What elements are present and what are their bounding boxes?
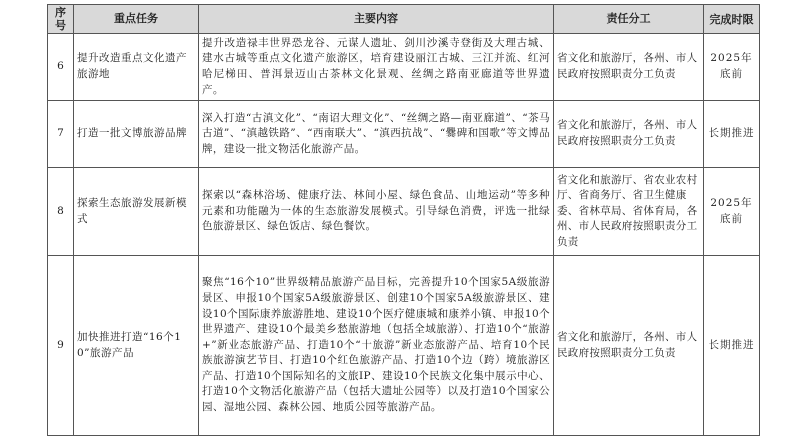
row-task: 探索生态旅游发展新模式 [74, 168, 199, 256]
table-header-row [48, 5, 760, 34]
row-no: 7 [48, 101, 74, 168]
row-no: 6 [48, 34, 74, 101]
row-responsibility: 省文化和旅游厅、省农业农村厅、省商务厅、省卫生健康委、省林草局、省体育局，各州、市人民政府按照职责分工负责 [554, 168, 704, 256]
header-no: 序号 [48, 5, 74, 34]
task-table [47, 4, 760, 436]
header-content: 主要内容 [199, 5, 554, 34]
row-deadline: 长期推进 [704, 101, 760, 168]
row-no: 9 [48, 256, 74, 436]
row-responsibility: 省文化和旅游厅，各州、市人民政府按照职责分工负责 [554, 34, 704, 101]
row-task: 提升改造重点文化遗产旅游地 [74, 34, 199, 101]
row-deadline: 2025年底前 [704, 168, 760, 256]
table-row [48, 34, 760, 101]
row-no: 8 [48, 168, 74, 256]
row-content: 聚焦“16个10”世界级精品旅游产品目标，完善提升10个国家5A级旅游景区、申报10个国家5A级旅游景区、创建10个国家5A级旅游景区、建设10个国际康养旅游胜地、建设10个医疗健康城和康养小镇、申报10个世界遗产、建设10个最美乡愁旅游地（包括全域旅游）、打造10个“旅游+”新业态旅游产品、打造10个“十旅游”新业态旅游产品、培育10个民族旅游演艺节目、打造10个红色旅游产品、打造10个边（跨）境旅游区产品、打造10个国际知名的文旅IP、建设10个民族文化集中展示中心、打造10个文物活化旅游产品（包括大遗址公园等）以及打造10个国家公园、湿地公园、森林公园、地质公园等旅游产品。 [199, 256, 554, 436]
row-responsibility: 省文化和旅游厅，各州、市人民政府按照职责分工负责 [554, 256, 704, 436]
table-row [48, 101, 760, 168]
table-row [48, 256, 760, 436]
row-content: 深入打造“古滇文化”、“南诏大理文化”、“丝绸之路—南亚廊道”、“茶马古道”、“滇越铁路”、“西南联大”、“滇西抗战”、“爨碑和国歌”等文博品牌，建设一批文物活化旅游产品。 [199, 101, 554, 168]
header-deadline: 完成时限 [704, 5, 760, 34]
header-responsibility: 责任分工 [554, 5, 704, 34]
header-task: 重点任务 [74, 5, 199, 34]
row-responsibility: 省文化和旅游厅，各州、市人民政府按照职责分工负责 [554, 101, 704, 168]
row-task: 打造一批文博旅游品牌 [74, 101, 199, 168]
row-content: 探索以“森林浴场、健康疗法、林间小屋、绿色食品、山地运动”等多种元素和功能融为一体的生态旅游发展模式。引导绿色消费，评选一批绿色旅游景区、绿色饭店、绿色餐饮。 [199, 168, 554, 256]
row-deadline: 2025年底前 [704, 34, 760, 101]
row-content: 提升改造禄丰世界恐龙谷、元谋人遗址、剑川沙溪寺登街及大理古城、建水古城等重点文化遗产旅游区，培育建设丽江古城、三江并流、红河哈尼梯田、普洱景迈山古茶林文化景观、丝绸之路南亚廊道等世界遗产。 [199, 34, 554, 101]
table-row [48, 168, 760, 256]
row-task: 加快推进打造“16个10”旅游产品 [74, 256, 199, 436]
row-deadline: 长期推进 [704, 256, 760, 436]
